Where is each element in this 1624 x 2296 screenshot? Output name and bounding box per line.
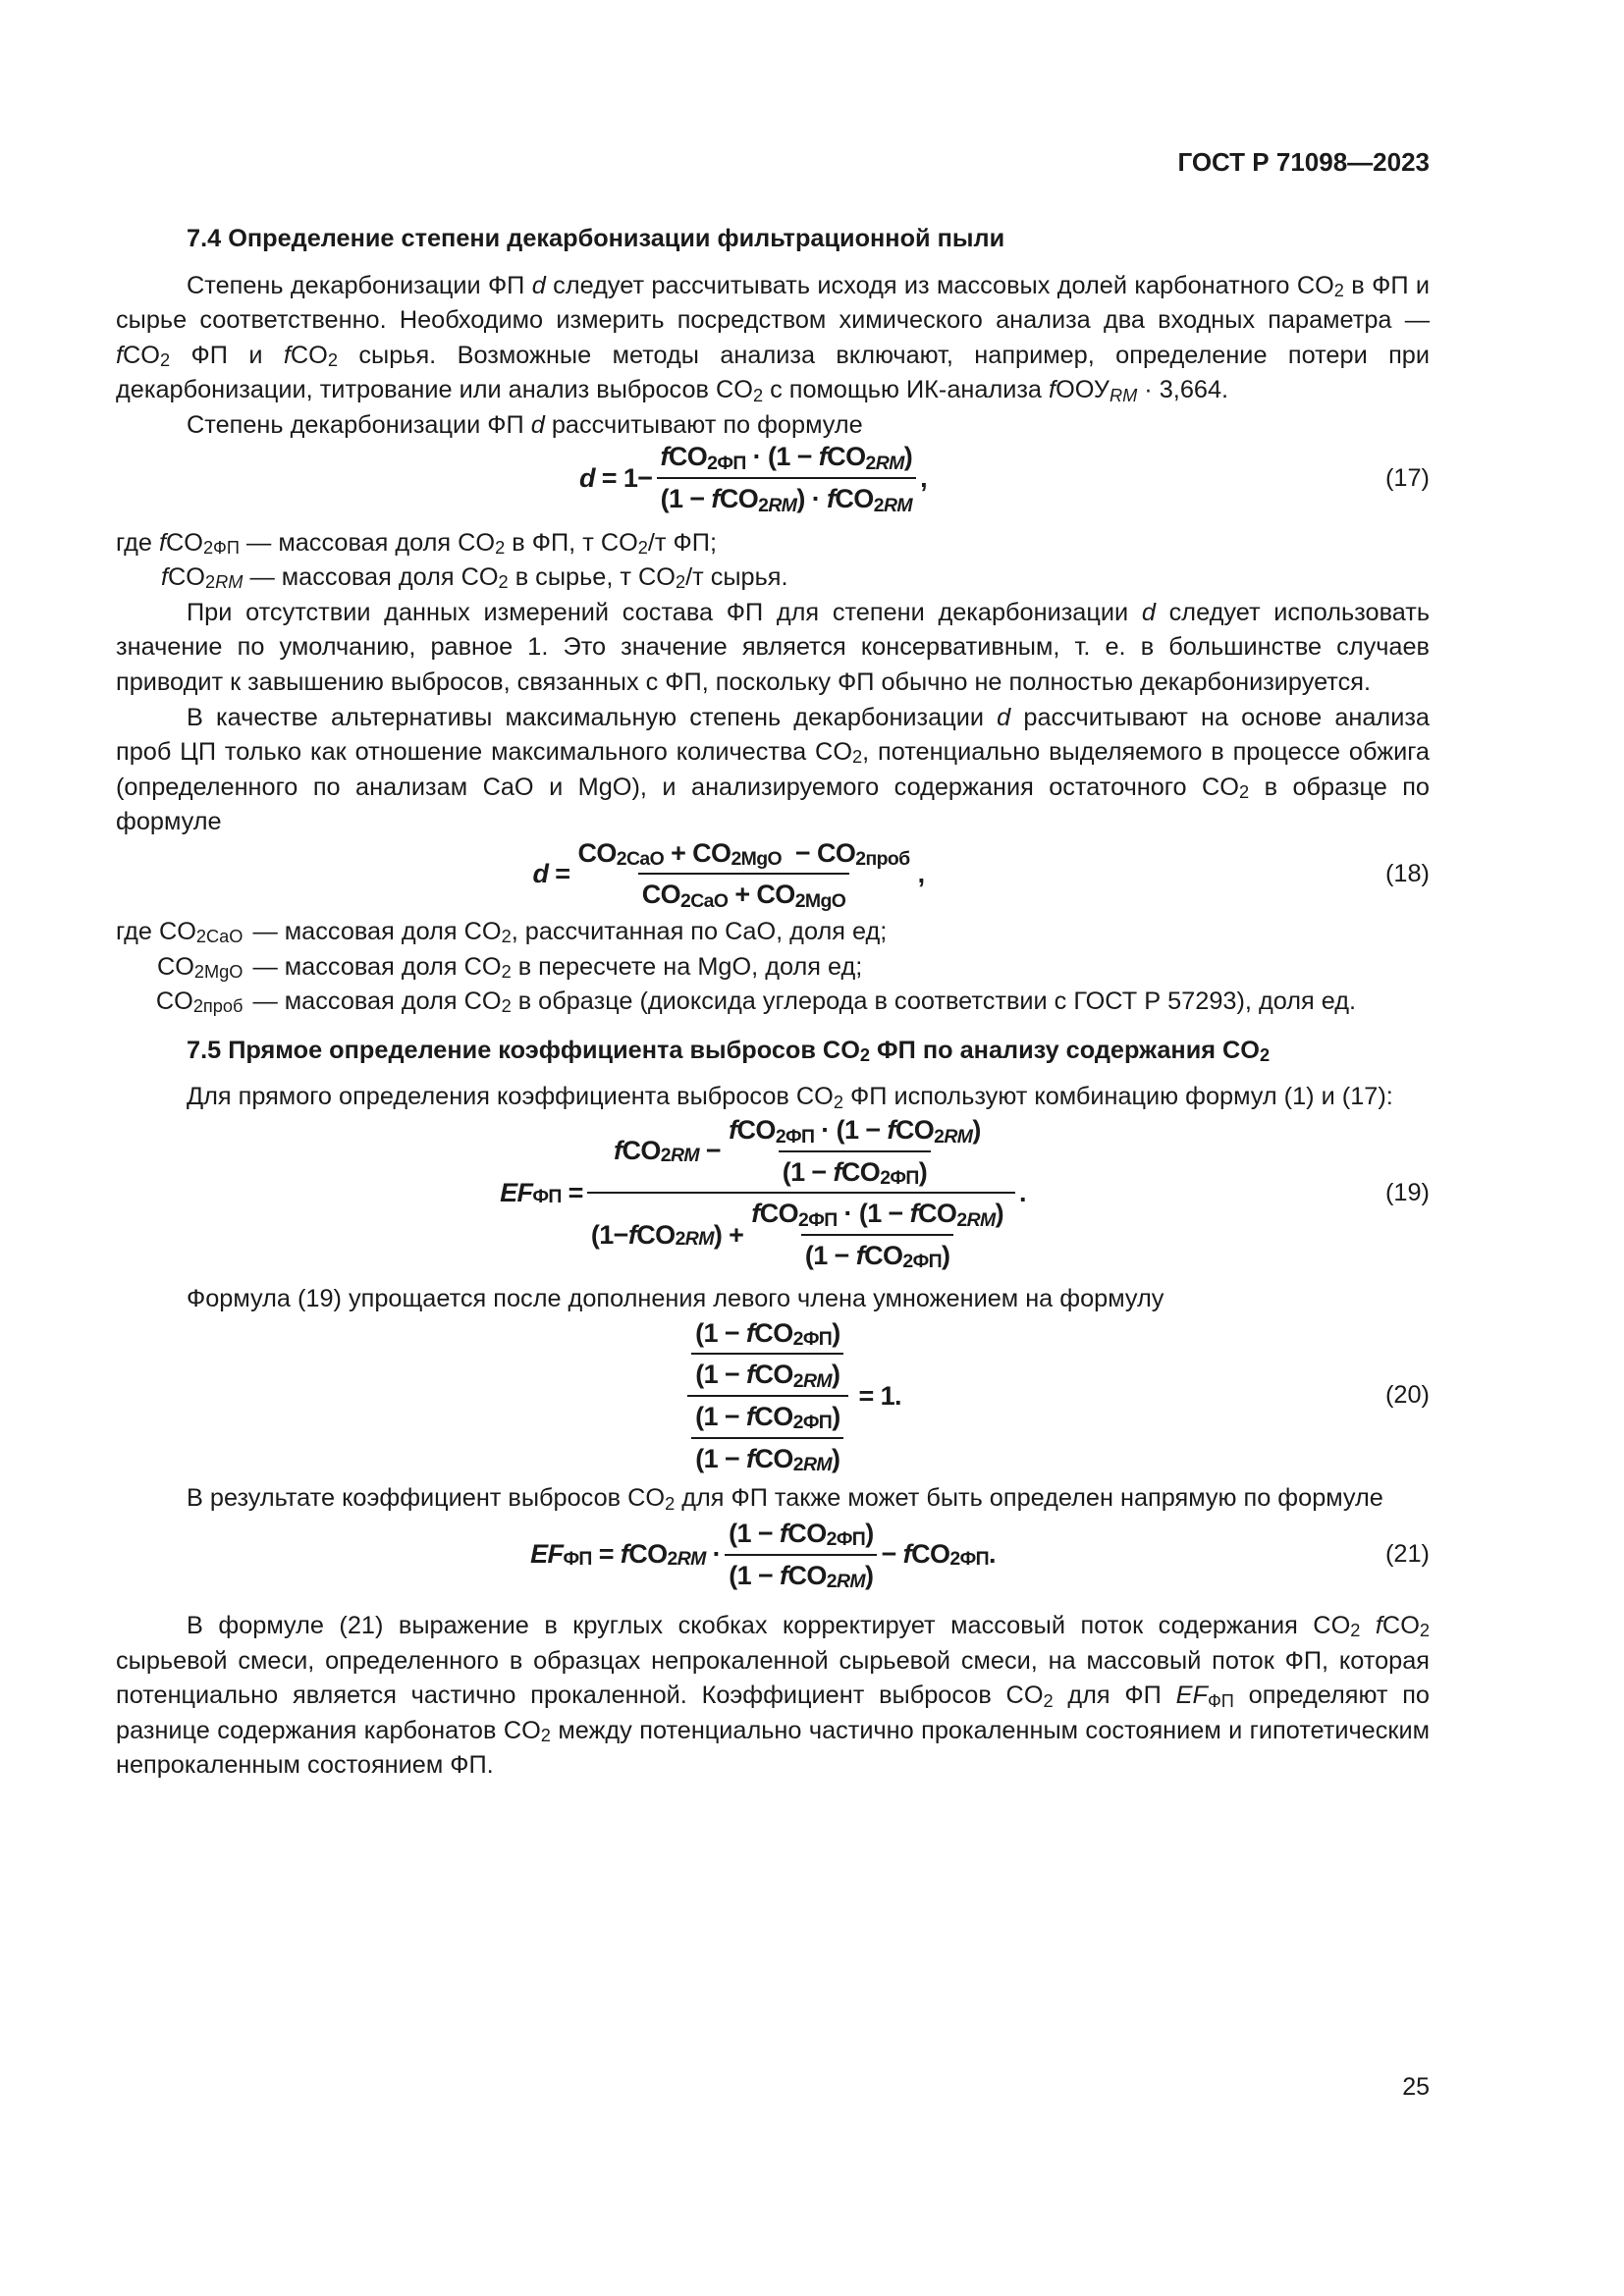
formula-18: d = $\frac{CO_{2CaO} + CO_{2MgO} - CO_{2проб}}{CO_{2CaO} + CO_{2MgO}}$ , (18): [532, 837, 1430, 912]
equation-number: (17): [1385, 463, 1430, 492]
formula-19: EF $_{ФП}$ = f CO $_{2RM}$ − $\frac{fCO_{2ФП} \cdot (1 - fCO_{2RM})}{(1 - fCO_{2ФП})}$ ( 1 − f CO $_{2RM}$ ) + $\frac{fCO_{2ФП} \cdot (1 - fCO_{2RM})}{(1 - fCO_{2ФП})}$ . (19): [500, 1115, 1430, 1273]
section-7-5-heading: 7.5 Прямое определение коэффициента выбросов $CO_2$ ФП по анализу содержания $CO_2$: [187, 1036, 1271, 1065]
formula-21: EF $_{ФП}$ = f CO $_{2RM}$ · $\frac{(1 - fCO_{2ФП})}{(1 - fCO_{2RM})}$ − f CO $_{2ФП}$ . (21): [530, 1518, 1430, 1593]
paragraph: В формуле (21) выражение в круглых скобках корректирует массовый поток содержания $CO_2$ fCO$_2$ сырьевой смеси, определенного в образцах непрокаленной сырьевой смеси, на массовый поток ФП, которая потенциально является частично прокаленной. Коэффициент выбросов $CO_2$ для ФП $EF_{ФП}$ определяют по разнице содержания карбонатов $CO_2$ между потенциально частично прокаленным состоянием и гипотетическим непрокаленным состоянием ФП.: [116, 1612, 1431, 1780]
definition-desc: — массовая доля $CO_2$, рассчитанная по CaO, доля ед;: [252, 917, 888, 947]
paragraph: Степень декарбонизации ФП d рассчитывают по формуле: [187, 410, 863, 439]
definition-line: где fCO$_{2ФП}$ — массовая доля $CO_2$ в ФП, т $CO_2/т$ ФП;: [116, 528, 717, 558]
page-body: [116, 222, 1430, 1784]
paragraph: Степень декарбонизации ФП d следует рассчитывать исходя из массовых долей карбонатного $CO_2$ в ФП и сырье соответственно. Необходимо измерить посредством химического анализа два входных параметра — fCO$_2$ ФП и fCO$_2$ сырья. Возможные методы анализа включают, например, определение потери при декарбонизации, титрование или анализ выбросов $CO_2$ с помощью ИК-анализа fООУ$_{RM}$ · 3,664.: [116, 271, 1430, 405]
definition-desc: — массовая доля $CO_2$ в пересчете на MgO, доля ед;: [252, 952, 863, 982]
definitions-18: [116, 915, 1430, 1020]
paragraph: При отсутствии данных измерений состава ФП для степени декарбонизации d следует использовать значение по умолчанию, равное 1. Это значение является консервативным, т. е. в большинстве случаев приводит к завышению выбросов, связанных с ФП, поскольку ФП обычно не полностью декарбонизируется.: [116, 598, 1430, 696]
definition-desc: — массовая доля $CO_2$ в образце (диоксида углерода в соответствии с ГОСТ Р 57293), доля ед.: [252, 988, 1357, 1017]
paragraph: Для прямого определения коэффициента выбросов $CO_2$ ФП используют комбинацию формул (1) и (17):: [187, 1083, 1393, 1112]
paragraph: В результате коэффициент выбросов $CO_2$ для ФП также может быть определен напрямую по формуле: [187, 1484, 1383, 1514]
section-7-4-heading: 7.4 Определение степени декарбонизации фильтрационной пыли: [187, 225, 1005, 252]
document-id: ГОСТ Р 71098—2023: [1177, 147, 1430, 177]
definition-term: где $CO_{2CaO}$: [116, 917, 244, 947]
equation-number: (20): [1385, 1381, 1430, 1410]
equation-number: (21): [1385, 1540, 1430, 1569]
formula-17: d = 1 − $\frac{fCO_{2ФП} \cdot (1 - fCO_{2RM})}{(1 - fCO_{2RM}) \cdot fCO_{2RM}}$ , (17): [578, 442, 1430, 516]
page-number: 25: [1402, 2073, 1430, 2101]
equation-number: (18): [1385, 860, 1430, 888]
definition-term: $CO_{2проб}$: [155, 988, 244, 1017]
equation-number: (19): [1385, 1179, 1430, 1207]
definition-line: fCO$_{2RM}$ — массовая доля $CO_2$ в сырье, т $CO_2/т$ сырья.: [161, 563, 788, 593]
formula-20: $\frac{\frac{(1 - fCO_{2ФП})}{(1 - fCO_{2RM})}}{\frac{(1 - fCO_{2ФП})}{(1 - fCO_{2RM})}}$ = 1 . (20): [116, 1316, 1430, 1475]
definition-term: $CO_{2MgO}$: [156, 952, 244, 982]
paragraph: В качестве альтернативы максимальную степень декарбонизации d рассчитывают на основе анализа проб ЦП только как отношение максимального количества $CO_2$, потенциально выделяемого в процессе обжига (определенного по анализам CaO и MgO), и анализируемого содержания остаточного $CO_2$ в образце по формуле: [116, 703, 1430, 836]
paragraph: Формула (19) упрощается после дополнения левого члена умножением на формулу: [187, 1284, 1164, 1312]
